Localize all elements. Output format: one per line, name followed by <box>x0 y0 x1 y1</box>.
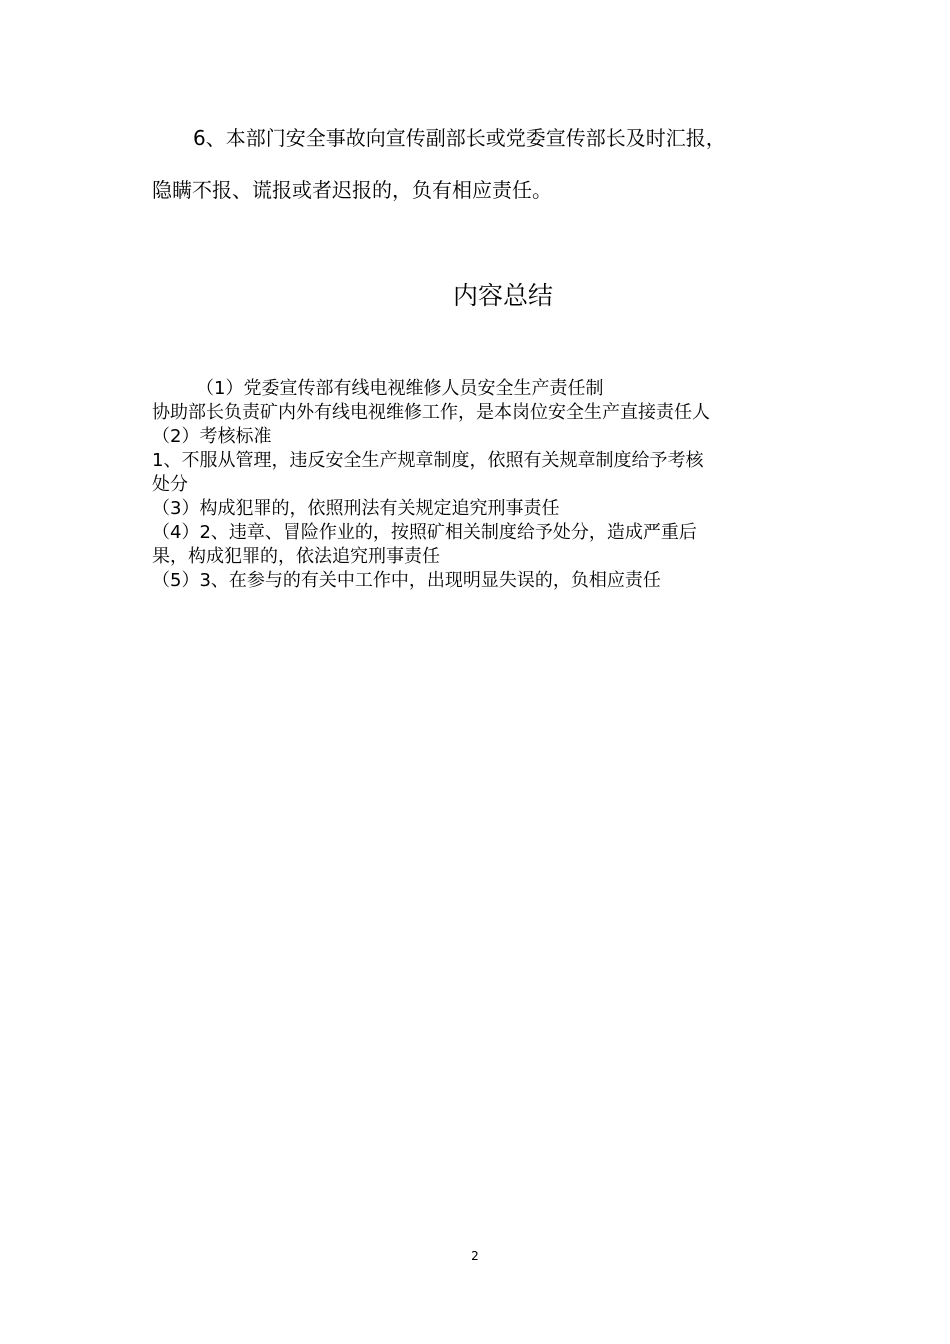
summary-line: 协助部长负责矿内外有线电视维修工作，是本岗位安全生产直接责任人 <box>152 402 710 423</box>
summary-line: （5）3、在参与的有关中工作中，出现明显失误的，负相应责任 <box>152 570 661 591</box>
summary-title: 内容总结 <box>452 281 553 310</box>
summary-line: 1、不服从管理，违反安全生产规章制度，依照有关规章制度给予考核 <box>152 450 704 471</box>
summary-line: 处分 <box>152 474 188 495</box>
body-paragraph-line-1: 6、本部门安全事故向宣传副部长或党委宣传部长及时汇报， <box>193 126 726 150</box>
summary-line: （1）党委宣传部有线电视维修人员安全生产责任制 <box>196 378 604 399</box>
summary-block <box>152 377 802 593</box>
page-number: 2 <box>471 1249 479 1263</box>
summary-line: （4）2、违章、冒险作业的，按照矿相关制度给予处分，造成严重后 <box>152 522 697 543</box>
summary-line: 果，构成犯罪的，依法追究刑事责任 <box>152 546 440 567</box>
summary-line: （2）考核标准 <box>152 426 272 447</box>
summary-line: （3）构成犯罪的，依照刑法有关规定追究刑事责任 <box>152 498 560 519</box>
body-paragraph-line-2: 隐瞒不报、谎报或者迟报的，负有相应责任。 <box>152 178 552 202</box>
